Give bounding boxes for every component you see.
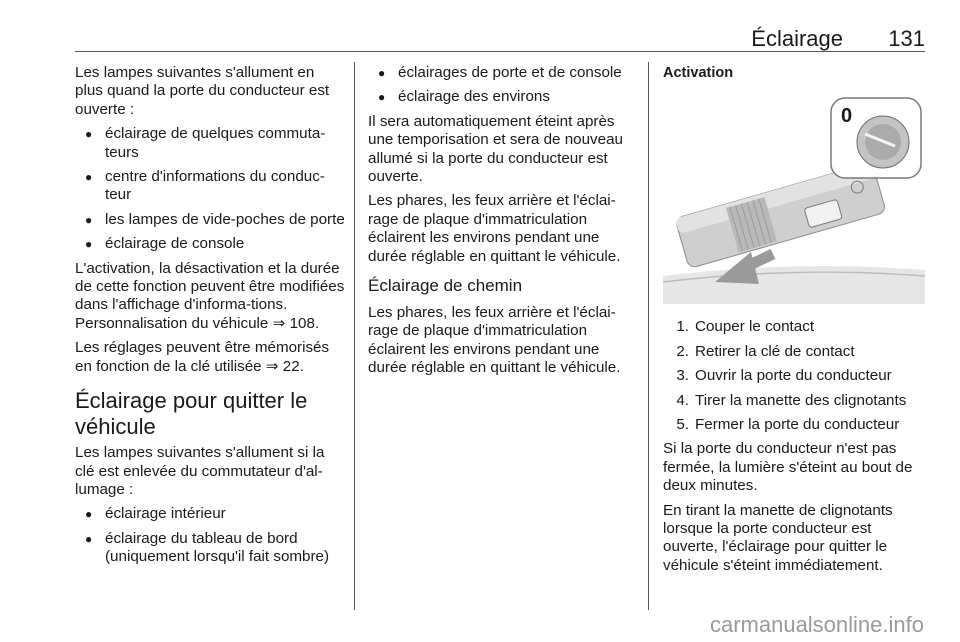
cross-reference-arrow-icon: ⇒: [265, 357, 279, 375]
ignition-key-inset: [831, 98, 921, 178]
timeout-paragraph: Si la porte du conducteur n'est pas fermée, la lumière s'éteint au bout de deux minutes.: [663, 440, 913, 495]
list-item: ● éclairage de console: [75, 235, 345, 253]
step-item: 1. Couper le contact: [676, 318, 815, 336]
step-item: 5. Fermer la porte du conducteur: [676, 416, 900, 434]
intro-paragraph: Les lampes suivantes s'allument en plus quand la porte du conducteur est ouverte :: [75, 64, 330, 118]
step-item: 3. Ouvrir la porte du conducteur: [676, 367, 892, 385]
turn-signal-lever-illustration: [663, 94, 925, 304]
cross-reference-arrow-icon: ⇒: [272, 314, 286, 332]
list-item: ● éclairage du tableau de bord (uniquement lorsqu'il fait sombre): [75, 530, 345, 567]
column-left: [75, 64, 345, 573]
path-lighting-paragraph: Les phares, les feux arrière et l'éclai-rage de plaque d'immatriculation éclairent les environs pendant une durée réglable en quittant le véhicule.: [368, 304, 621, 377]
page-reference-link[interactable]: 22.: [282, 357, 304, 375]
ignition-position-label: 0: [841, 105, 853, 128]
list-item: ● éclairage des environs: [368, 88, 634, 106]
list-item: ● éclairage intérieur: [75, 505, 345, 523]
exit-lighting-intro: Les lampes suivantes s'allument si la clé est enlevée du commutateur d'al-lumage :: [75, 444, 325, 498]
column-divider: [648, 62, 649, 610]
page-reference-link[interactable]: 108.: [289, 314, 320, 332]
activation-steps: [663, 318, 925, 434]
cancel-paragraph: En tirant la manette de clignotants lorsque la porte conducteur est ouverte, l'éclairage pour quitter le véhicule s'éteint immédiatement.: [663, 501, 893, 574]
list-item: ● les lampes de vide-poches de porte: [75, 211, 345, 229]
door-lamps-list: [75, 125, 345, 253]
exit-lamps-list-continued: [368, 64, 634, 107]
personalisation-paragraph: L'activation, la désactivation et la durée de cette fonction peuvent être modifiées dans l'affichage d'informa-tions. Personnalisation du véhicule ⇒ 108.: [75, 259, 345, 332]
list-item: ● éclairages de porte et de console: [368, 64, 634, 82]
section-title: Éclairage: [751, 26, 843, 51]
page-number: 131: [888, 26, 925, 51]
step-item: 4. Tirer la manette des clignotants: [676, 391, 907, 409]
step-item: 2. Retirer la clé de contact: [676, 342, 855, 360]
surroundings-paragraph: Les phares, les feux arrière et l'éclai-rage de plaque d'immatriculation éclairent les environs pendant une durée réglable en quittant le véhicule.: [368, 192, 621, 265]
header-rule: [75, 51, 925, 52]
list-item: ● centre d'informations du conduc-teur: [75, 168, 345, 205]
watermark: carmanualsonline.info: [709, 612, 924, 637]
activation-heading: Activation: [663, 65, 734, 81]
key-memory-paragraph: Les réglages peuvent être mémorisés en fonction de la clé utilisée ⇒ 22.: [75, 339, 330, 375]
exit-lamps-list: [75, 505, 345, 566]
column-right: [663, 64, 925, 581]
column-middle: [368, 64, 634, 384]
list-item: ● éclairage de quelques commuta-teurs: [75, 125, 345, 162]
exit-lighting-heading: Éclairage pour quitter le véhicule: [75, 388, 308, 440]
auto-off-paragraph: Il sera automatiquement éteint après une temporisation et sera de nouveau allumé si la porte du conducteur est ouverte.: [368, 112, 623, 186]
page-header: [75, 22, 925, 52]
path-lighting-heading: Éclairage de chemin: [368, 276, 523, 296]
column-divider: [354, 62, 355, 610]
